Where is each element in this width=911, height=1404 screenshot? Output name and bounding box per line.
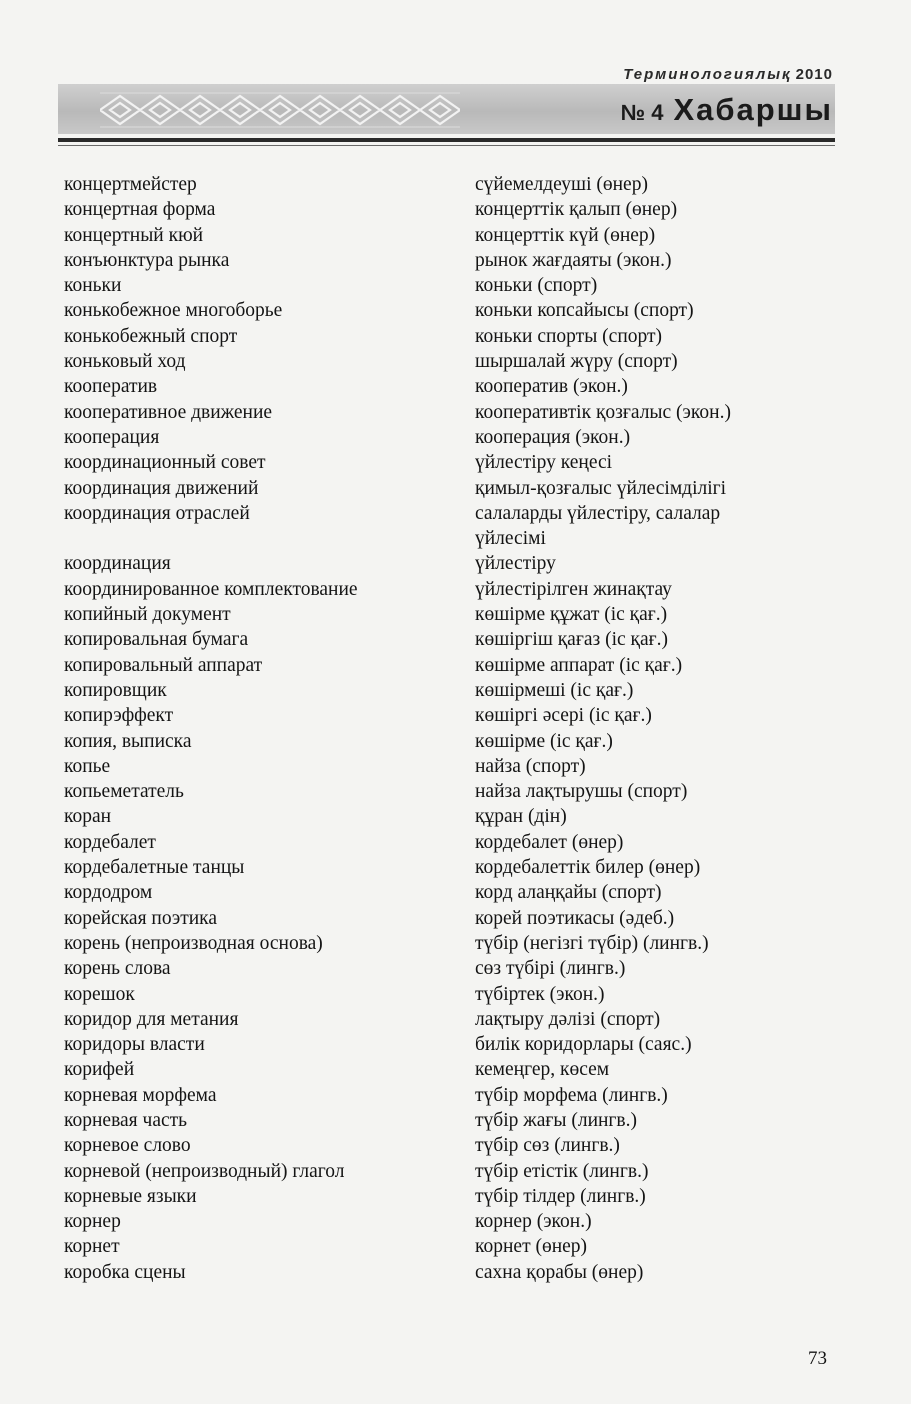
russian-term: копирэффект	[64, 705, 174, 727]
header-rule-thin	[58, 145, 835, 146]
kazakh-term: түбіртек (экон.)	[475, 983, 605, 1005]
journal-kicker	[623, 66, 833, 83]
kazakh-term: кордебалеттік билер (өнер)	[475, 857, 701, 879]
kazakh-term: түбір (негізгі түбір) (лингв.)	[475, 932, 709, 954]
russian-term	[64, 526, 444, 551]
kazakh-term: коньки копсайысы (спорт)	[475, 300, 694, 322]
ornament-pattern-icon	[100, 90, 460, 130]
journal-title: Хабаршы	[673, 92, 833, 127]
russian-term: коньки	[64, 275, 122, 297]
kazakh-term: кооперация (экон.)	[475, 426, 631, 448]
kazakh-terms-column	[475, 172, 835, 1285]
kazakh-term: үйлесімі	[475, 528, 546, 550]
russian-term: координация	[64, 553, 171, 575]
russian-term: корневая морфема	[64, 1084, 217, 1106]
russian-term: корнер	[64, 1211, 121, 1233]
russian-term: корневое слово	[64, 1135, 191, 1157]
kazakh-term: түбір морфема (лингв.)	[475, 1084, 668, 1106]
russian-term: кордебалетные танцы	[64, 857, 245, 879]
kazakh-term: түбір жағы (лингв.)	[475, 1109, 638, 1131]
kazakh-term: концерттік күй (өнер)	[475, 224, 656, 246]
russian-term: концертный кюй	[64, 224, 204, 246]
kazakh-term: көшіргіш қағаз (іс қағ.)	[475, 629, 669, 651]
kazakh-term: көшіргі әсері (іс қағ.)	[475, 705, 652, 727]
russian-term: копия, выписка	[64, 730, 192, 752]
russian-term: копировщик	[64, 679, 167, 701]
kazakh-term: түбір етістік (лингв.)	[475, 1160, 649, 1182]
kazakh-term: көшірме аппарат (іс қағ.)	[475, 654, 683, 676]
kazakh-term: кемеңгер, көсем	[475, 1059, 610, 1081]
russian-term: корифей	[64, 1059, 135, 1081]
russian-term: копировальная бумага	[64, 629, 249, 651]
kazakh-term: түбір сөз (лингв.)	[475, 1135, 620, 1157]
issue-heading	[621, 92, 833, 128]
kazakh-term: түбір тілдер (лингв.)	[475, 1185, 646, 1207]
kazakh-term: лақтыру дәлізі (спорт)	[475, 1008, 661, 1030]
kazakh-term: корей поэтикасы (әдеб.)	[475, 907, 675, 929]
russian-term: корнет	[64, 1236, 120, 1258]
kazakh-term: рынок жағдаяты (экон.)	[475, 249, 672, 271]
kazakh-term: корд алаңқайы (спорт)	[475, 882, 662, 904]
kazakh-term: үйлестіру кеңесі	[475, 452, 613, 474]
russian-term: конькобежный спорт	[64, 325, 238, 347]
russian-term: корень (непроизводная основа)	[64, 932, 323, 954]
kazakh-term: сүйемелдеуші (өнер)	[475, 174, 648, 195]
kazakh-term: құран (дін)	[475, 806, 567, 828]
header-rule	[58, 138, 835, 142]
kazakh-term: көшірме құжат (іс қағ.)	[475, 604, 668, 626]
year-text: 2010	[795, 66, 833, 83]
kazakh-term: сөз түбірі (лингв.)	[475, 958, 626, 980]
russian-term: координационный совет	[64, 452, 266, 474]
russian-term: копье	[64, 755, 111, 777]
kazakh-term: үйлестіру	[475, 553, 556, 575]
russian-term: корневой (непроизводный) глагол	[64, 1160, 345, 1182]
russian-term: коран	[64, 806, 112, 828]
russian-term: коробка сцены	[64, 1261, 186, 1283]
kazakh-term: шыршалай жүру (спорт)	[475, 351, 678, 373]
kazakh-term: кооперативтік қозғалыс (экон.)	[475, 401, 731, 423]
russian-term: конькобежное многоборье	[64, 300, 283, 322]
kazakh-term: кооператив (экон.)	[475, 376, 628, 398]
russian-term: копьеметатель	[64, 781, 184, 803]
russian-term: коньковый ход	[64, 351, 186, 373]
kazakh-term: корнер (экон.)	[475, 1211, 592, 1233]
kazakh-term: коньки (спорт)	[475, 275, 598, 297]
russian-term: кооператив	[64, 376, 158, 398]
kazakh-term: концерттік қалып (өнер)	[475, 199, 678, 221]
russian-term: копийный документ	[64, 604, 231, 626]
kazakh-term: коньки спорты (спорт)	[475, 325, 663, 347]
kazakh-term: корнет (өнер)	[475, 1236, 588, 1258]
russian-term: корень слова	[64, 958, 171, 980]
kazakh-term: көшірме (іс қағ.)	[475, 730, 613, 752]
russian-term: корневая часть	[64, 1109, 188, 1131]
kazakh-term: кордебалет (өнер)	[475, 831, 624, 853]
russian-term: кооперативное движение	[64, 401, 273, 423]
russian-term: коридор для метания	[64, 1008, 239, 1030]
kicker-text: Терминологиялық	[623, 66, 792, 83]
kazakh-term: найза (спорт)	[475, 755, 586, 777]
russian-term: кооперация	[64, 426, 160, 448]
kazakh-term: үйлестірілген жинақтау	[475, 578, 672, 600]
russian-term: координация отраслей	[64, 502, 250, 524]
russian-terms-column	[64, 172, 444, 1285]
issue-number: № 4	[620, 100, 664, 125]
page-number: 73	[808, 1348, 827, 1369]
russian-term: кордебалет	[64, 831, 156, 853]
russian-term: копировальный аппарат	[64, 654, 263, 676]
russian-term: корешок	[64, 983, 135, 1005]
kazakh-term: найза лақтырушы (спорт)	[475, 781, 688, 803]
russian-term: кордодром	[64, 882, 153, 904]
kazakh-term: көшірмеші (іс қағ.)	[475, 679, 634, 701]
russian-term: корейская поэтика	[64, 907, 217, 929]
russian-term: коридоры власти	[64, 1034, 205, 1056]
russian-term: концертмейстер	[64, 174, 197, 195]
russian-term: концертная форма	[64, 199, 216, 221]
kazakh-term: қимыл-қозғалыс үйлесімділігі	[475, 477, 727, 499]
russian-term: конъюнктура рынка	[64, 249, 230, 271]
russian-term: корневые языки	[64, 1185, 197, 1207]
kazakh-term: билік коридорлары (саяс.)	[475, 1034, 692, 1056]
kazakh-term: салаларды үйлестіру, салалар	[475, 502, 721, 524]
russian-term: координированное комплектование	[64, 578, 358, 600]
kazakh-term: сахна қорабы (өнер)	[475, 1261, 644, 1283]
russian-term: координация движений	[64, 477, 259, 499]
